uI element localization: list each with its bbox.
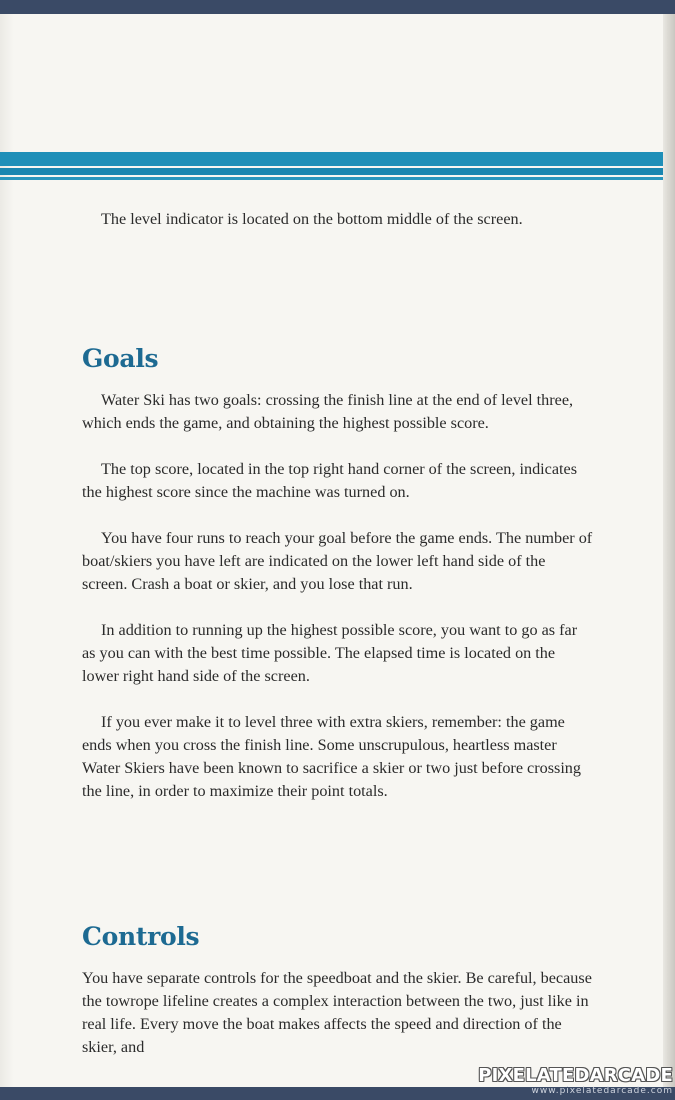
manual-page bbox=[0, 14, 663, 1087]
goals-paragraph-2: The top score, located in the top right hand corner of the screen, indicates the highest score since the machine was turned on. bbox=[82, 460, 578, 501]
site-watermark bbox=[463, 1066, 673, 1098]
goals-paragraph-4: In addition to running up the highest possible score, you want to go as far as you can with the best time possible. The elapsed time is located on the lower right hand side of the screen. bbox=[82, 621, 578, 685]
watermark-url: www.pixelatedarcade.com bbox=[531, 1086, 673, 1096]
goals-paragraph-5: If you ever make it to level three with extra skiers, remember: the game ends when you cross the finish line. Some unscrupulous, heartless master Water Skiers have been known to sacrifice a skier or two just before crossing the line, in order to maximize their point totals. bbox=[82, 713, 581, 800]
watermark-brand: PIXELATEDARCADE bbox=[478, 1065, 673, 1086]
goals-paragraph-3: You have four runs to reach your goal before the game ends. The number of boat/skiers you have left are indicated on the lower left hand side of the screen. Crash a boat or skier, and you lose that run. bbox=[82, 529, 593, 593]
goals-paragraph-1: Water Ski has two goals: crossing the finish line at the end of level three, which ends the game, and obtaining the highest possible score. bbox=[82, 391, 574, 432]
goals-heading: Goals bbox=[82, 344, 159, 373]
header-stripe bbox=[0, 152, 663, 186]
stripe-thin bbox=[0, 177, 663, 180]
controls-heading: Controls bbox=[82, 922, 200, 951]
stripe-thick bbox=[0, 152, 663, 166]
level-indicator-paragraph: The level indicator is located on the bottom middle of the screen. bbox=[101, 210, 523, 228]
stripe-medium bbox=[0, 168, 663, 175]
controls-paragraph: You have separate controls for the speedboat and the skier. Be careful, because the towrope lifeline creates a complex interaction between the two, just like in real life. Every move the boat makes affects the speed and direction of the skier, and bbox=[82, 969, 592, 1056]
page-edge bbox=[663, 14, 675, 1087]
